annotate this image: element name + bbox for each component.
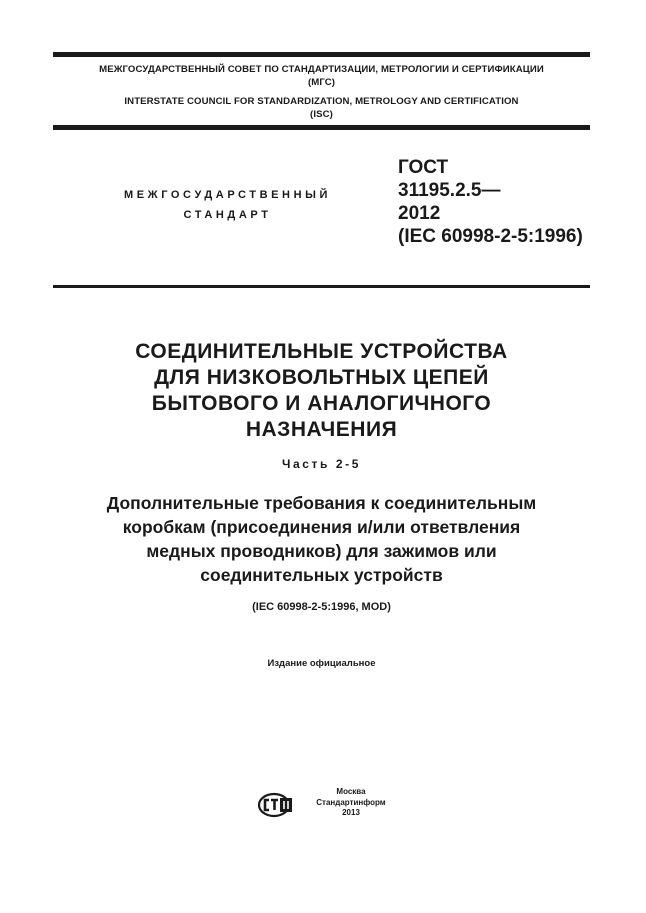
gost-line-2: 31195.2.5—	[398, 180, 501, 201]
subtitle-line-2: коробкам (присоединения и/или ответвления	[122, 517, 521, 537]
gost-publisher-logo-icon	[257, 792, 294, 818]
subtitle-line-4: соединительных устройств	[200, 565, 443, 585]
designation-bottom-rule	[53, 285, 590, 288]
part-number: Часть 2-5	[281, 457, 362, 471]
council-en: INTERSTATE COUNCIL FOR STANDARDIZATION, METROLOGY AND CERTIFICATION	[124, 96, 519, 107]
council-ru-abbr: (МГС)	[307, 77, 336, 88]
title-line-1: СОЕДИНИТЕЛЬНЫЕ УСТРОЙСТВА	[135, 340, 508, 363]
standard-type-line2: СТАНДАРТ	[183, 209, 272, 221]
title-line-3: БЫТОВОГО И АНАЛОГИЧНОГО	[151, 392, 492, 415]
council-en-abbr: (ISC)	[310, 109, 333, 120]
subtitle-line-1: Дополнительные требования к соединительным	[106, 493, 537, 513]
gost-line-4: (IEC 60998-2-5:1996)	[398, 226, 583, 247]
top-rule	[53, 52, 590, 57]
document-title	[53, 339, 590, 443]
publisher-year: 2013	[342, 808, 360, 817]
subtitle-line-3: медных проводников) для зажимов или	[146, 541, 497, 561]
edition-note: Издание официальное	[267, 658, 376, 669]
council-ru: МЕЖГОСУДАРСТВЕННЫЙ СОВЕТ ПО СТАНДАРТИЗАЦИИ, МЕТРОЛОГИИ И СЕРТИФИКАЦИИ	[99, 64, 544, 75]
iec-reference: (IEC 60998-2-5:1996, MOD)	[252, 601, 391, 613]
title-line-2: ДЛЯ НИЗКОВОЛЬТНЫХ ЦЕПЕЙ	[154, 366, 489, 389]
document-subtitle	[53, 491, 590, 587]
publisher-city: Москва	[336, 787, 366, 796]
publisher-block	[301, 787, 401, 819]
gost-designation	[398, 156, 583, 248]
gost-line-1: ГОСТ	[398, 157, 449, 178]
publisher-name: Стандартинформ	[316, 797, 386, 807]
standard-type-line1: МЕЖГОСУДАРСТВЕННЫЙ	[123, 189, 332, 201]
gost-line-3: 2012	[398, 203, 441, 224]
header-bottom-rule	[53, 125, 590, 130]
title-line-4: НАЗНАЧЕНИЯ	[245, 418, 398, 441]
